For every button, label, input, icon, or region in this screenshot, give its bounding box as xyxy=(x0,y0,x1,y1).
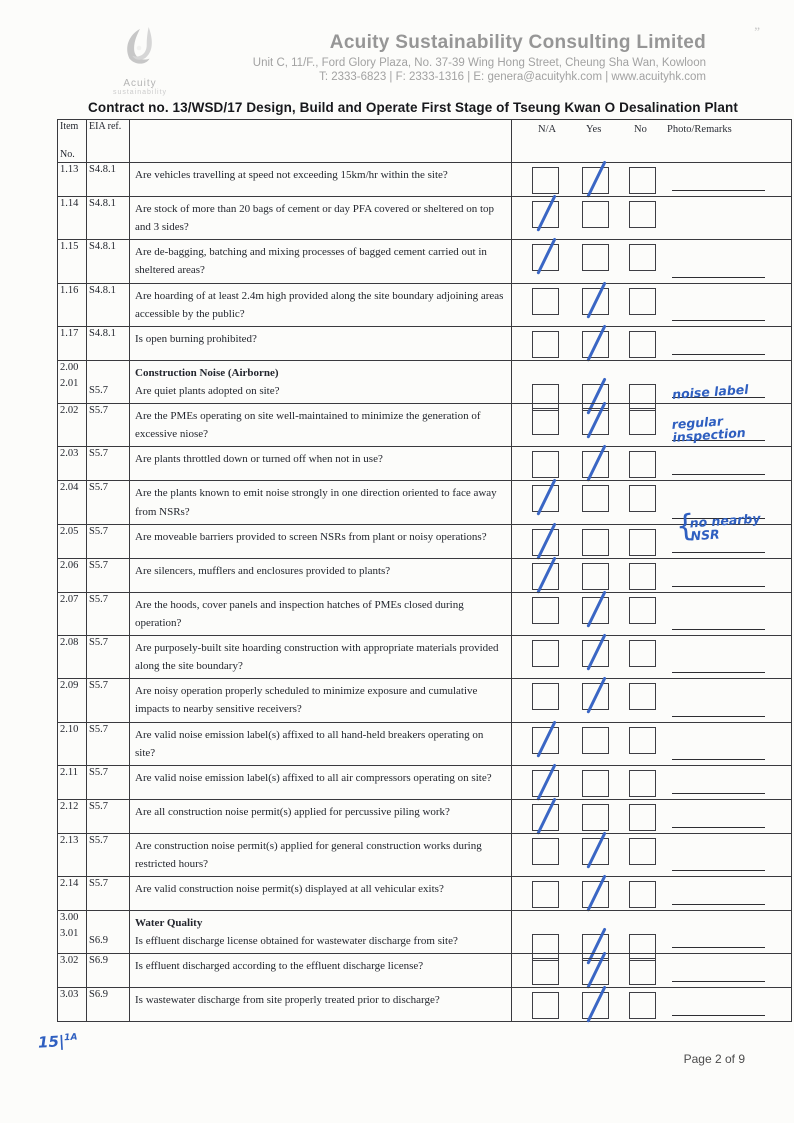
checklist-row xyxy=(58,833,791,876)
checklist-row xyxy=(58,722,791,765)
eia-ref: S5.7 xyxy=(89,448,108,460)
checkbox-no[interactable] xyxy=(629,563,656,590)
item-no: 3.03 xyxy=(60,989,79,1001)
remark-blank-line xyxy=(672,586,765,587)
question-text: Are vehicles travelling at speed not exceeding 15km/hr within the site? xyxy=(135,169,448,181)
check-tick-icon xyxy=(586,590,606,627)
check-tick-icon xyxy=(536,479,556,516)
checkbox-no[interactable] xyxy=(629,804,656,831)
eia-ref: S5.7 xyxy=(89,680,108,692)
eia-ref: S5.7 xyxy=(89,800,108,812)
header-no: No xyxy=(634,124,647,135)
checkbox-no[interactable] xyxy=(629,529,656,556)
item-no: 2.04 xyxy=(60,482,79,494)
question-text: Is effluent discharged according to the effluent discharge license? xyxy=(135,960,424,973)
header-na: N/A xyxy=(538,124,557,135)
remark-blank-line xyxy=(672,870,765,871)
checkbox-no[interactable] xyxy=(629,331,656,358)
check-tick-icon xyxy=(586,831,606,868)
checkbox-no[interactable] xyxy=(629,683,656,710)
handwritten-brace: { xyxy=(674,508,697,545)
company-logo xyxy=(98,26,182,96)
checklist-row xyxy=(58,403,791,446)
checkbox-no[interactable] xyxy=(629,770,656,797)
checkbox-no[interactable] xyxy=(629,640,656,667)
checkbox-yes[interactable] xyxy=(582,201,609,228)
question-text: Are purposely-built site hoarding construction with appropriate materials provided along the site boundary? xyxy=(135,641,499,673)
check-tick-icon xyxy=(586,875,606,912)
item-no: 2.07 xyxy=(60,593,79,605)
checklist-row xyxy=(58,326,791,360)
checkbox-no[interactable] xyxy=(629,288,656,315)
question-text: Are stock of more than 20 bags of cement or day PFA covered or sheltered on top and 3 sides? xyxy=(135,203,495,234)
checklist-row xyxy=(58,635,791,678)
eia-ref: S5.7 xyxy=(89,525,108,537)
checkbox-yes[interactable] xyxy=(582,529,609,556)
header-answer-columns xyxy=(512,120,791,162)
item-no: 2.01 xyxy=(60,377,79,389)
check-tick-icon xyxy=(586,677,606,714)
checkbox-yes[interactable] xyxy=(582,597,609,624)
item-no: 2.05 xyxy=(60,525,79,537)
remark-blank-line xyxy=(672,672,765,673)
checkbox-na[interactable] xyxy=(532,201,559,228)
checkbox-yes[interactable] xyxy=(582,992,609,1019)
check-tick-icon xyxy=(586,633,606,670)
check-tick-icon xyxy=(586,402,606,439)
checkbox-na[interactable] xyxy=(532,529,559,556)
eia-ref: S4.8.1 xyxy=(89,241,116,253)
eia-ref: S5.7 xyxy=(89,405,108,417)
remark-blank-line xyxy=(672,827,765,828)
page-number: Page 2 of 9 xyxy=(683,1052,745,1066)
question-text: Are valid noise emission label(s) affixed to all air compressors operating on site? xyxy=(135,771,492,784)
eia-ref: S5.7 xyxy=(89,723,108,735)
checkbox-no[interactable] xyxy=(629,881,656,908)
checkbox-na[interactable] xyxy=(532,288,559,315)
item-no: 2.02 xyxy=(60,405,79,417)
logo-company-name: Acuity xyxy=(123,78,157,89)
handwritten-remark: noise label xyxy=(671,381,749,402)
checkbox-na[interactable] xyxy=(532,331,559,358)
checkbox-na[interactable] xyxy=(532,597,559,624)
remark-blank-line xyxy=(672,190,765,191)
handwritten-page-note: $15|^{1A}$ xyxy=(37,1032,78,1052)
checkbox-yes[interactable] xyxy=(582,563,609,590)
checkbox-na[interactable] xyxy=(532,727,559,754)
item-no: 2.06 xyxy=(60,559,79,571)
checklist-row xyxy=(58,360,791,403)
checkbox-yes[interactable] xyxy=(582,804,609,831)
checklist-row xyxy=(58,283,791,326)
checkbox-no[interactable] xyxy=(629,167,656,194)
checkbox-no[interactable] xyxy=(629,727,656,754)
checkbox-yes[interactable] xyxy=(582,958,609,985)
eia-ref: S6.9 xyxy=(89,935,108,947)
checklist-row xyxy=(58,876,791,910)
header-question-column xyxy=(130,120,512,162)
checklist-row xyxy=(58,196,791,239)
checkbox-yes[interactable] xyxy=(582,838,609,865)
eia-ref: S5.7 xyxy=(89,384,108,396)
item-no: 1.15 xyxy=(60,241,79,253)
item-no: 1.14 xyxy=(60,198,79,209)
remark-blank-line xyxy=(672,981,765,982)
item-no: 2.12 xyxy=(60,800,79,812)
item-no: 3.02 xyxy=(60,955,79,967)
checkbox-na[interactable] xyxy=(532,408,559,435)
header-eia-ref: EIA ref. xyxy=(87,120,130,162)
eia-ref: S5.7 xyxy=(89,482,108,494)
checklist-row xyxy=(58,987,791,1021)
check-tick-icon xyxy=(536,556,556,593)
leaf-logo-icon xyxy=(111,59,169,76)
scan-artifact-mark: ” xyxy=(754,24,760,39)
remark-blank-line xyxy=(672,759,765,760)
eia-ref: S6.9 xyxy=(89,955,108,967)
checkbox-yes[interactable] xyxy=(582,770,609,797)
remark-blank-line xyxy=(672,629,765,630)
item-no: 1.17 xyxy=(60,327,79,339)
item-no: 1.13 xyxy=(60,164,79,175)
checkbox-na[interactable] xyxy=(532,244,559,271)
eia-ref: S5.7 xyxy=(89,834,108,846)
checkbox-na[interactable] xyxy=(532,838,559,865)
section-item-no: 3.00 xyxy=(60,912,79,924)
checkbox-yes[interactable] xyxy=(582,727,609,754)
item-no: 2.08 xyxy=(60,636,79,648)
check-tick-icon xyxy=(536,720,556,757)
question-text: Are construction noise permit(s) applied for general construction works during restricted hours? xyxy=(135,839,482,870)
table-header-row xyxy=(58,120,791,163)
remark-blank-line xyxy=(672,320,765,321)
question-text: Are the plants known to emit noise strongly in one direction oriented to face away from NSRs? xyxy=(135,487,497,518)
eia-ref: S4.8.1 xyxy=(89,164,116,175)
remark-blank-line xyxy=(672,947,765,948)
question-text: Are plants throttled down or turned off when not in use? xyxy=(135,453,383,466)
remark-blank-line xyxy=(672,904,765,905)
checkbox-no[interactable] xyxy=(629,838,656,865)
checkbox-na[interactable] xyxy=(532,167,559,194)
remark-blank-line xyxy=(672,474,765,475)
section-item-no: 2.00 xyxy=(60,361,79,373)
question-text: Is effluent discharge license obtained for wastewater discharge from site? xyxy=(135,935,458,948)
checkbox-no[interactable] xyxy=(629,597,656,624)
checkbox-na[interactable] xyxy=(532,683,559,710)
question-text: Are hoarding of at least 2.4m high provided along the site boundary adjoining areas accessible by the public? xyxy=(135,289,504,320)
checklist-row xyxy=(58,678,791,721)
company-name: Acuity Sustainability Consulting Limited xyxy=(329,32,706,53)
checkbox-no[interactable] xyxy=(629,958,656,985)
question-text: Is open burning prohibited? xyxy=(135,332,257,345)
check-tick-icon xyxy=(586,324,606,361)
eia-ref: S5.7 xyxy=(89,766,108,778)
checkbox-na[interactable] xyxy=(532,640,559,667)
checklist-row xyxy=(58,446,791,480)
checklist-row xyxy=(58,239,791,282)
question-text: Are moveable barriers provided to screen NSRs from plant or noisy operations? xyxy=(135,530,487,543)
remark-blank-line xyxy=(672,354,765,355)
eia-ref: S4.8.1 xyxy=(89,198,116,209)
checkbox-yes[interactable] xyxy=(582,485,609,512)
item-no: 2.09 xyxy=(60,680,79,692)
check-tick-icon xyxy=(536,763,556,800)
check-tick-icon xyxy=(536,194,556,231)
checkbox-yes[interactable] xyxy=(582,881,609,908)
checkbox-na[interactable] xyxy=(532,992,559,1019)
handwritten-remark: { no nearby NSR xyxy=(674,508,761,545)
checkbox-no[interactable] xyxy=(629,408,656,435)
eia-ref: S5.7 xyxy=(89,559,108,571)
eia-ref: S5.7 xyxy=(89,636,108,648)
check-tick-icon xyxy=(586,281,606,318)
checkbox-na[interactable] xyxy=(532,770,559,797)
remark-blank-line xyxy=(672,793,765,794)
company-address: Unit C, 11/F., Ford Glory Plaza, No. 37-39 Wing Hong Street, Cheung Sha Wan, Kowloon xyxy=(252,57,706,69)
question-text: Are the hoods, cover panels and inspection hatches of PMEs closed during operation? xyxy=(135,598,464,629)
question-text: Are de-bagging, batching and mixing processes of bagged cement carried out in sheltered areas? xyxy=(135,246,487,277)
checkbox-yes[interactable] xyxy=(582,408,609,435)
checkbox-na[interactable] xyxy=(532,958,559,985)
item-no: 2.10 xyxy=(60,723,79,735)
company-contact: T: 2333-6823 | F: 2333-1316 | E: genera@acuityhk.com | www.acuityhk.com xyxy=(319,71,706,83)
document-title: Contract no. 13/WSD/17 Design, Build and Operate First Stage of Tseung Kwan O Desalination Plant xyxy=(88,100,738,115)
checkbox-yes[interactable] xyxy=(582,331,609,358)
question-text: Is wastewater discharge from site properly treated prior to discharge? xyxy=(135,994,440,1007)
question-text: Are quiet plants adopted on site? xyxy=(135,384,280,397)
checklist-row xyxy=(58,558,791,592)
checkbox-no[interactable] xyxy=(629,485,656,512)
checklist-row xyxy=(58,910,791,953)
checkbox-yes[interactable] xyxy=(582,451,609,478)
check-tick-icon xyxy=(536,238,556,275)
checklist-row xyxy=(58,163,791,196)
item-no: 1.16 xyxy=(60,284,79,296)
checklist-table xyxy=(57,119,792,1022)
remark-blank-line xyxy=(672,277,765,278)
check-tick-icon xyxy=(586,986,606,1023)
check-tick-icon xyxy=(536,522,556,559)
handwritten-remark: regular inspection xyxy=(671,413,747,446)
checkbox-na[interactable] xyxy=(532,485,559,512)
eia-ref: S5.7 xyxy=(89,878,108,890)
checkbox-no[interactable] xyxy=(629,201,656,228)
checklist-row xyxy=(58,799,791,833)
checkbox-no[interactable] xyxy=(629,451,656,478)
checklist-rows xyxy=(58,163,791,1021)
eia-ref: S6.9 xyxy=(89,989,108,1001)
header-item-no: Item No. xyxy=(58,120,87,162)
check-tick-icon xyxy=(536,797,556,834)
company-header-block xyxy=(253,32,706,83)
question-text: Are valid construction noise permit(s) displayed at all vehicular exits? xyxy=(135,883,444,896)
item-no: 2.13 xyxy=(60,834,79,846)
section-title: Water Quality xyxy=(135,917,203,930)
logo-company-subtext: sustainability xyxy=(112,89,168,96)
check-tick-icon xyxy=(586,952,606,989)
checkbox-na[interactable] xyxy=(532,804,559,831)
checkbox-yes[interactable] xyxy=(582,244,609,271)
item-no: 2.14 xyxy=(60,878,79,890)
checkbox-yes[interactable] xyxy=(582,167,609,194)
checkbox-yes[interactable] xyxy=(582,683,609,710)
eia-ref: S4.8.1 xyxy=(89,327,116,339)
check-tick-icon xyxy=(586,445,606,482)
checkbox-na[interactable] xyxy=(532,563,559,590)
eia-ref: S5.7 xyxy=(89,593,108,605)
checkbox-na[interactable] xyxy=(532,451,559,478)
remark-blank-line xyxy=(672,1015,765,1016)
question-text: Are noisy operation properly scheduled to minimize exposure and cumulative impacts to nearby sensitive receivers? xyxy=(135,685,478,716)
checklist-row xyxy=(58,592,791,635)
checkbox-no[interactable] xyxy=(629,992,656,1019)
item-no: 2.03 xyxy=(60,448,79,460)
item-no: 3.01 xyxy=(60,928,79,940)
checklist-row xyxy=(58,765,791,799)
letterhead xyxy=(0,0,794,100)
question-text: Are valid noise emission label(s) affixed to all hand-held breakers operating on site? xyxy=(135,728,484,759)
question-text: Are silencers, mufflers and enclosures provided to plants? xyxy=(135,564,391,577)
question-text: Are the PMEs operating on site well-maintained to minimize the generation of excessive niose? xyxy=(135,410,481,441)
section-title: Construction Noise (Airborne) xyxy=(135,366,279,379)
remark-blank-line xyxy=(672,552,765,553)
header-yes: Yes xyxy=(586,124,602,135)
header-remarks: Photo/Remarks xyxy=(667,124,732,135)
checkbox-no[interactable] xyxy=(629,244,656,271)
checkbox-na[interactable] xyxy=(532,881,559,908)
remark-blank-line xyxy=(672,716,765,717)
checklist-row xyxy=(58,953,791,987)
eia-ref: S4.8.1 xyxy=(89,284,116,296)
question-text: Are all construction noise permit(s) applied for percussive piling work? xyxy=(135,805,450,818)
checkbox-yes[interactable] xyxy=(582,288,609,315)
checkbox-yes[interactable] xyxy=(582,640,609,667)
check-tick-icon xyxy=(586,160,606,197)
item-no: 2.11 xyxy=(60,766,78,778)
